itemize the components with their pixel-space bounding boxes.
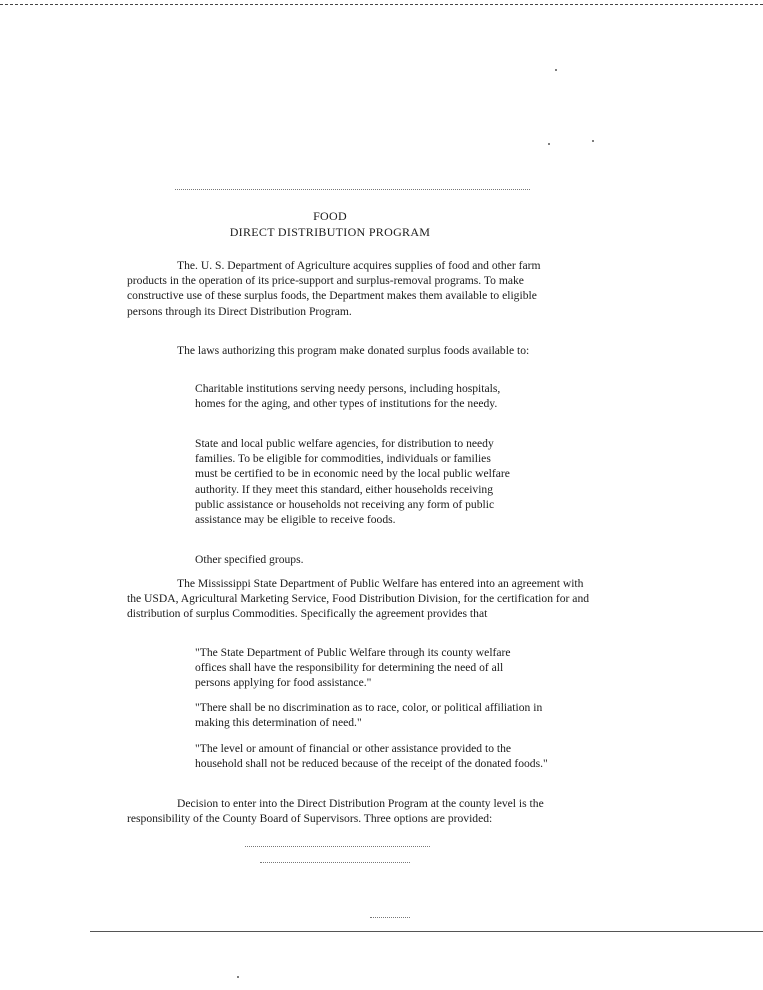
faint-bleedthrough-line	[175, 189, 530, 190]
document-subtitle: DIRECT DISTRIBUTION PROGRAM	[229, 225, 431, 239]
top-scan-border	[0, 4, 763, 5]
agreement-quote-responsibility: "The State Department of Public Welfare through its county welfare offices shall have the responsibility for determining the need of all persons applying for food assistance."	[195, 646, 511, 690]
faint-bleedthrough-line	[370, 917, 410, 918]
eligible-item-welfare-agencies: State and local public welfare agencies, for distribution to needy families. To be eligible for commodities, individuals or families must be certified to be in economic need by the local public welfare authority. If they meet this standard, either households receiving public assistance or households not receiving any form of public assistance may be eligible to receive foods.	[195, 437, 510, 527]
scan-speck	[237, 976, 239, 978]
document-title: FOOD	[313, 209, 347, 223]
faint-bleedthrough-line	[260, 862, 410, 863]
decision-text: Decision to enter into the Direct Distribution Program at the county level is the responsibility of the County Board of Supervisors. Three options are provided:	[127, 797, 544, 826]
agreement-paragraph	[127, 576, 597, 622]
faint-bleedthrough-line	[245, 846, 430, 847]
eligible-item-charitable: Charitable institutions serving needy persons, including hospitals, homes for the aging, and other types of institutions for the needy.	[195, 382, 501, 411]
laws-text: The laws authorizing this program make donated surplus foods available to:	[177, 344, 530, 357]
decision-paragraph	[127, 796, 567, 826]
eligible-item-other: Other specified groups.	[195, 553, 304, 566]
laws-paragraph	[127, 343, 552, 358]
agreement-quote-nondiscrimination: "There shall be no discrimination as to race, color, or political affiliation in making this determination of need."	[195, 701, 543, 730]
intro-text: The. U. S. Department of Agriculture acquires supplies of food and other farm products in the operation of its price-support and surplus-removal programs. To make constructive use of these surplus foods, the Department makes them available to eligible persons through its Direct Distribution Program.	[127, 259, 541, 318]
agreement-text: The Mississippi State Department of Public Welfare has entered into an agreement with the USDA, Agricultural Marketing Service, Food Distribution Division, for the certification for and distribution of surplus Commodities. Specifically the agreement provides that	[127, 577, 590, 621]
bottom-scan-border	[90, 931, 763, 932]
intro-paragraph	[127, 258, 552, 319]
agreement-quote-assistance-level: "The level or amount of financial or other assistance provided to the household shall not be reduced because of the receipt of the donated foods."	[195, 742, 548, 771]
scan-speck	[555, 69, 557, 71]
scan-speck	[548, 143, 550, 145]
scan-speck	[592, 140, 594, 142]
